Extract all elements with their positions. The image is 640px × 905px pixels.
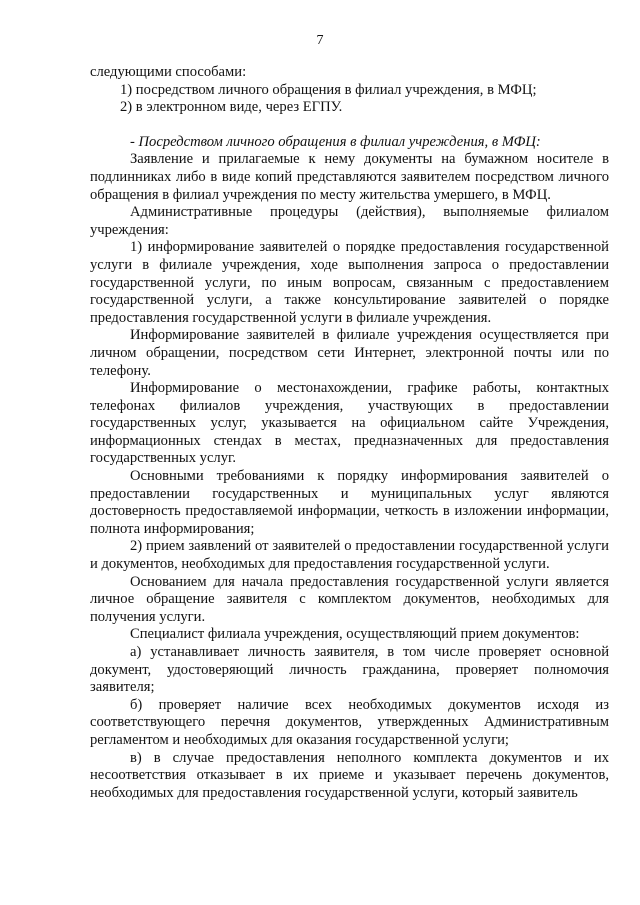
paragraph-requirements: Основными требованиями к порядку информирования заявителей о предоставлении государственных и муниципальных услуг являются достоверность предоставляемой информации, четкость в изложении информации, полнота информирования; — [90, 468, 609, 537]
paragraph-receiving-applications: 2) прием заявлений от заявителей о предоставлении государственной услуги и документов, необходимых для предоставления государственной услуги. — [90, 538, 609, 573]
paragraph-incomplete-documents: в) в случае предоставления неполного комплекта документов и их несоответствия отказывает в их приеме и указывает перечень документов, необходимых для предоставления государственной услуги, который заявитель — [90, 749, 609, 801]
paragraph-administrative-procedures: Административные процедуры (действия), выполняемые филиалом учреждения: — [90, 204, 609, 238]
paragraph-informing-applicants: 1) информирование заявителей о порядке предоставления государственной услуги в филиале учреждения, ходе выполнения запроса о предоставлении государственной услуги, по иным вопросам, связанным с предоставлением государственной услуги, а также консультирование заявителей о порядке предоставления государственной услуги в филиале учреждения. — [90, 239, 609, 326]
page-number: 7 — [316, 33, 324, 48]
page-body — [90, 64, 609, 802]
paragraph-documents-check: б) проверяет наличие всех необходимых документов исходя из соответствующего перечня документов, утвержденных Административным регламентом и необходимых для оказания государственной услуги; — [90, 696, 609, 748]
paragraph-application-documents: Заявление и прилагаемые к нему документы на бумажном носителе в подлинниках либо в виде копий представляются заявителем посредством личного обращения в филиал учреждения по месту жительства умершего, в МФЦ. — [90, 151, 609, 203]
section-heading-personal-visit: - Посредством личного обращения в филиал учреждения, в МФЦ: — [130, 133, 541, 150]
list-item-personal-visit: 1) посредством личного обращения в филиал учреждения, в МФЦ; — [120, 81, 537, 98]
paragraph-location-info: Информирование о местонахождении, графике работы, контактных телефонах филиалов учреждения, участвующих в предоставлении государственных услуг, указывается на официальном сайте Учреждения, информационных стендах в местах, предназначенных для предоставления государственных услуг. — [90, 380, 609, 467]
paragraph-specialist: Специалист филиала учреждения, осуществляющий прием документов: — [130, 626, 580, 643]
paragraph-intro: следующими способами: — [90, 64, 247, 80]
list-item-electronic: 2) в электронном виде, через ЕГПУ. — [120, 99, 343, 116]
paragraph-identity-check: а) устанавливает личность заявителя, в том числе проверяет основной документ, удостоверяющий личность гражданина, проверяет полномочия заявителя; — [90, 644, 609, 696]
paragraph-basis-for-service: Основанием для начала предоставления государственной услуги является личное обращение заявителя с комплектом документов, необходимых для получения услуги. — [90, 573, 609, 625]
paragraph-informing-methods: Информирование заявителей в филиале учреждения осуществляется при личном обращении, посредством сети Интернет, электронной почты или по телефону. — [90, 327, 609, 379]
